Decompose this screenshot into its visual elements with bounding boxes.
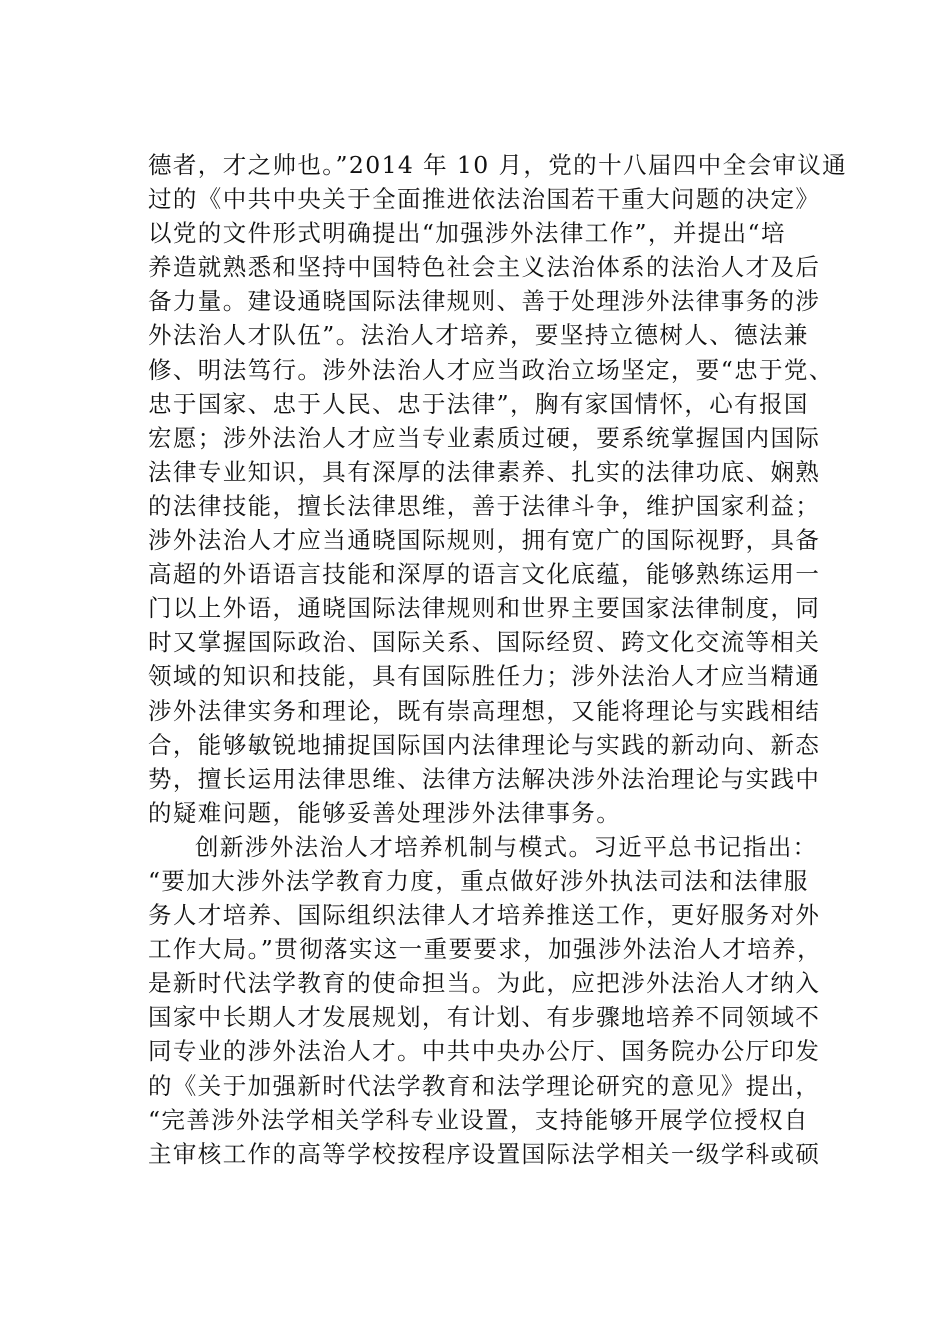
text-line: 过的《中共中央关于全面推进依法治国若干重大问题的决定》	[148, 185, 821, 214]
text-line: 的疑难问题，能够妥善处理涉外法律事务。	[148, 798, 622, 827]
text-line: 涉外法治人才应当通晓国际规则，拥有宽广的国际视野，具备	[148, 526, 821, 555]
text-line: “完善涉外法学相关学科专业设置，支持能够开展学位授权自	[148, 1105, 809, 1134]
paragraph-start-line: 创新涉外法治人才培养机制与模式。习近平总书记指出：	[195, 832, 818, 861]
text-line: 主审核工作的高等学校按程序设置国际法学相关一级学科或硕	[148, 1139, 821, 1168]
text-line: 的法律技能，擅长法律思维，善于法律斗争，维护国家利益；	[148, 491, 821, 520]
text-line: 合，能够敏锐地捕捉国际国内法律理论与实践的新动向、新态	[148, 730, 821, 759]
text-line: 养造就熟悉和坚持中国特色社会主义法治体系的法治人才及后	[148, 253, 821, 282]
text-line: 务人才培养、国际组织法律人才培养推送工作，更好服务对外	[148, 901, 821, 930]
text-line: 是新时代法学教育的使命担当。为此，应把涉外法治人才纳入	[148, 969, 821, 998]
text-line: 德者，才之帅也。”2014 年 10 月，党的十八届四中全会审议通	[148, 151, 848, 179]
text-line: 以党的文件形式明确提出“加强涉外法律工作”，并提出“培	[148, 219, 786, 248]
text-line: 备力量。建设通晓国际法律规则、善于处理涉外法律事务的涉	[148, 287, 821, 316]
text-line: 的《关于加强新时代法学教育和法学理论研究的意见》提出，	[148, 1071, 821, 1100]
text-line: 领域的知识和技能，具有国际胜任力；涉外法治人才应当精通	[148, 662, 821, 691]
text-line: 涉外法律实务和理论，既有崇高理想，又能将理论与实践相结	[148, 696, 821, 725]
text-line: 法律专业知识，具有深厚的法律素养、扎实的法律功底、娴熟	[148, 457, 821, 486]
text-line: 工作大局。”贯彻落实这一重要要求，加强涉外法治人才培养，	[148, 935, 822, 964]
text-line: 同专业的涉外法治人才。中共中央办公厅、国务院办公厅印发	[148, 1037, 821, 1066]
text-line: 国家中长期人才发展规划，有计划、有步骤地培养不同领域不	[148, 1003, 821, 1032]
text-line: 高超的外语语言技能和深厚的语言文化底蕴，能够熟练运用一	[148, 560, 821, 589]
text-line: 外法治人才队伍”。法治人才培养，要坚持立德树人、德法兼	[148, 321, 809, 350]
text-line: “要加大涉外法学教育力度，重点做好涉外执法司法和法律服	[148, 866, 809, 895]
body-text	[148, 148, 848, 1171]
text-line: 时又掌握国际政治、国际关系、国际经贸、跨文化交流等相关	[148, 628, 821, 657]
text-line: 宏愿；涉外法治人才应当专业素质过硬，要系统掌握国内国际	[148, 423, 821, 452]
text-line: 修、明法笃行。涉外法治人才应当政治立场坚定，要“忠于党、	[148, 355, 834, 384]
text-line: 势，擅长运用法律思维、法律方法解决涉外法治理论与实践中	[148, 764, 821, 793]
text-line: 忠于国家、忠于人民、忠于法律”，胸有家国情怀，心有报国	[148, 389, 809, 418]
text-line: 门以上外语，通晓国际法律规则和世界主要国家法律制度，同	[148, 594, 821, 623]
